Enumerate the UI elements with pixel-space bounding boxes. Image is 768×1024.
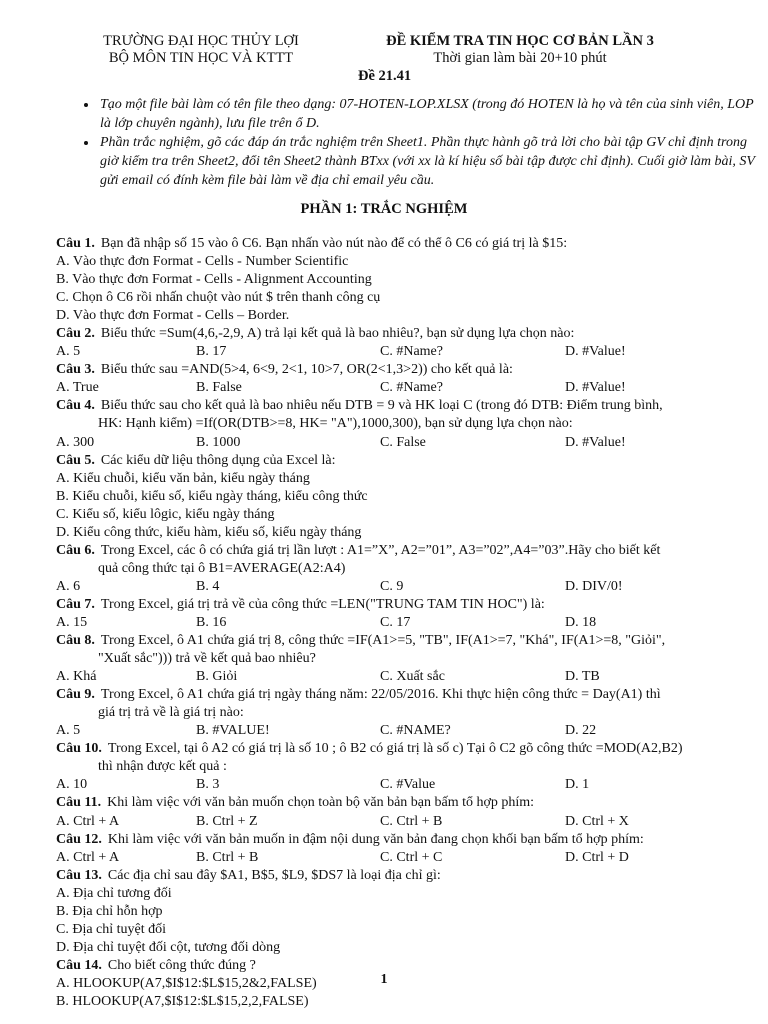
answer-option: A. Vào thực đơn Format - Cells - Number Scientific (56, 254, 349, 270)
answer-option: A. 15 (56, 614, 88, 630)
question-text-continued: HK: Hạnh kiểm) =If(OR(DTB>=8, HK= "A"),1000,300), bạn sử dụng lựa chọn nào: (98, 416, 573, 432)
question-number: Câu 9. (56, 687, 95, 703)
question-line (56, 542, 736, 560)
answer-option: D. Ctrl + D (565, 849, 629, 865)
instructions-list (70, 95, 763, 190)
page-number: 1 (380, 972, 388, 987)
question-text: Trong Excel, ô A1 chứa giá trị 8, công thức =IF(A1>=5, "TB", IF(A1>=7, "Khá", IF(A1>=8, "Giỏi", (100, 633, 666, 649)
question-text-continued: thì nhận được kết quả : (98, 759, 227, 775)
answer-option: D. DIV/0! (565, 578, 623, 594)
question-block (56, 740, 736, 794)
answer-option: B. #VALUE! (196, 723, 270, 739)
answer-option: C. #Name? (380, 380, 443, 396)
answer-options-row (56, 379, 736, 397)
answer-option: A. 6 (56, 578, 81, 594)
question-number: Câu 4. (56, 398, 95, 414)
answer-options-row (56, 434, 736, 452)
answer-option: B. 16 (196, 614, 227, 630)
question-block (56, 452, 736, 542)
answer-options-row (56, 813, 736, 831)
question-block (56, 686, 736, 740)
answer-option: D. #Value! (565, 344, 626, 360)
section-title: PHẦN 1: TRẮC NGHIỆM (300, 201, 468, 217)
answer-option: D. 22 (565, 723, 597, 739)
answer-option: A. 5 (56, 344, 81, 360)
answer-option: B. 4 (196, 578, 220, 594)
question-text: Khi làm việc với văn bản muốn in đậm nội dung văn bản đang chọn khối bạn bấm tổ hợp phím: (107, 831, 644, 847)
answer-option: B. Kiểu chuỗi, kiểu số, kiểu ngày tháng, kiểu công thức (56, 488, 368, 504)
answer-option: B. HLOOKUP(A7,$I$12:$L$15,2,2,FALSE) (56, 993, 309, 1009)
question-block (56, 397, 736, 451)
answer-options-row (56, 722, 736, 740)
question-line (56, 452, 736, 470)
answer-option: B. 17 (196, 344, 227, 360)
answer-option: A. Ctrl + A (56, 813, 120, 829)
answer-option: D. Kiểu công thức, kiểu hàm, kiểu số, kiểu ngày tháng (56, 524, 362, 540)
answer-option: A. 300 (56, 434, 95, 450)
question-text-continued: quả công thức tại ô B1=AVERAGE(A2:A4) (98, 560, 346, 576)
question-text: Các kiểu dữ liệu thông dụng của Excel là: (100, 452, 336, 468)
answer-option: C. #NAME? (380, 723, 451, 739)
question-block (56, 632, 736, 686)
answer-option: C. Địa chỉ tuyệt đối (56, 921, 167, 937)
answer-option: A. Kiểu chuỗi, kiểu văn bản, kiểu ngày tháng (56, 470, 310, 486)
answer-option: B. 3 (196, 777, 220, 793)
answer-option: A. 10 (56, 777, 88, 793)
answer-option: C. Xuất sắc (380, 669, 445, 685)
header-right (360, 33, 680, 67)
answer-option: D. 18 (565, 614, 597, 630)
answer-option: C. Kiểu số, kiểu lôgic, kiểu ngày tháng (56, 506, 275, 522)
question-line (56, 325, 736, 343)
answer-option: B. Ctrl + Z (196, 813, 258, 829)
answer-options-row (56, 343, 736, 361)
questions-area (56, 235, 736, 1011)
answer-options-row (56, 578, 736, 596)
question-text: Các địa chỉ sau đây $A1, B$5, $L9, $DS7 là loại địa chỉ gì: (107, 867, 441, 883)
question-block (56, 794, 736, 830)
answer-options-row (56, 776, 736, 794)
question-line (56, 794, 736, 812)
question-text: Trong Excel, ô A1 chứa giá trị ngày tháng năm: 22/05/2016. Khi thực hiện công thức = Day(A1) thì (100, 687, 661, 703)
question-line (56, 740, 736, 758)
instruction-item: • Phần trắc nghiệm, gõ các đáp án trắc nghiệm trên Sheet1. Phần thực hành gõ trả lời cho bài tập GV chỉ định trong giờ kiểm tra trên Sheet2, đổi tên Sheet2 thành BTxx (với xx là kí hiệu số bài tập được chỉ định). Cuối giờ làm bài, SV gửi email có đính kèm file bài làm về địa chỉ email yêu cầu. (98, 133, 763, 190)
answer-option: B. Địa chỉ hỗn hợp (56, 903, 163, 919)
question-line (56, 397, 736, 415)
answer-option: A. True (56, 380, 99, 396)
school-name: TRƯỜNG ĐẠI HỌC THỦY LỢI (103, 33, 299, 49)
question-block (56, 542, 736, 596)
question-line (56, 686, 736, 704)
question-text: Trong Excel, các ô có chứa giá trị lần lượt : A1=”X”, A2=”01”, A3=”02”,A4=”03”.Hãy cho biết kết (100, 542, 661, 558)
question-text-continued: "Xuất sắc"))) trả về kết quả bao nhiêu? (98, 651, 316, 667)
answer-option: D. TB (565, 669, 600, 685)
question-text: Bạn đã nhập số 15 vào ô C6. Bạn nhấn vào nút nào để có thể ô C6 có giá trị là $15: (100, 236, 568, 251)
answer-option: A. Khá (56, 669, 97, 685)
answer-option: C. False (380, 434, 426, 450)
answer-option: D. 1 (565, 777, 590, 793)
instruction-item: • Tạo một file bài làm có tên file theo dạng: 07-HOTEN-LOP.XLSX (trong đó HOTEN là họ và tên của sinh viên, LOP là lớp chuyên ngành), lưu file trên ổ D. (98, 95, 763, 133)
question-block (56, 361, 736, 397)
question-number: Câu 14. (56, 957, 102, 973)
question-number: Câu 12. (56, 831, 102, 847)
question-block (56, 235, 736, 325)
question-number: Câu 6. (56, 542, 95, 558)
exam-title: ĐỀ KIỂM TRA TIN HỌC CƠ BẢN LẦN 3 (386, 33, 654, 49)
question-block (56, 831, 736, 867)
answer-option: A. Ctrl + A (56, 849, 120, 865)
question-text: Biểu thức =Sum(4,6,-2,9, A) trả lại kết quả là bao nhiêu?, bạn sử dụng lựa chọn nào: (100, 326, 575, 342)
question-text: Cho biết công thức đúng ? (107, 957, 256, 973)
answer-option: B. False (196, 380, 242, 396)
exam-time: Thời gian làm bài 20+10 phút (433, 50, 607, 66)
question-text: Biểu thức sau =AND(5>4, 6<9, 2<1, 10>7, OR(2<1,3>2)) cho kết quả là: (100, 362, 513, 378)
question-number: Câu 11. (56, 795, 102, 811)
question-block (56, 596, 736, 632)
exam-code: Đề 21.41 (358, 68, 412, 84)
answer-option: C. 17 (380, 614, 411, 630)
question-text: Trong Excel, tại ô A2 có giá trị là số 10 ; ô B2 có giá trị là số c) Tại ô C2 gõ công thức =MOD(A2,B2) (107, 741, 683, 757)
answer-option: A. Địa chỉ tương đối (56, 885, 172, 901)
answer-option: B. Vào thực đơn Format - Cells - Alignment Accounting (56, 272, 372, 288)
answer-option: D. Vào thực đơn Format - Cells – Border. (56, 308, 290, 324)
question-block (56, 867, 736, 957)
answer-option: D. Địa chỉ tuyệt đối cột, tương đối dòng (56, 939, 281, 955)
answer-option: A. 5 (56, 723, 81, 739)
question-number: Câu 7. (56, 596, 95, 612)
question-text: Trong Excel, giá trị trả về của công thức =LEN("TRUNG TAM TIN HOC") là: (100, 596, 545, 612)
question-line (56, 632, 736, 650)
header-left (70, 33, 332, 67)
answer-option: B. Ctrl + B (196, 849, 259, 865)
question-number: Câu 1. (56, 236, 95, 251)
answer-option: D. #Value! (565, 380, 626, 396)
question-number: Câu 13. (56, 867, 102, 883)
question-number: Câu 10. (56, 741, 102, 757)
answer-option: D. Ctrl + X (565, 813, 629, 829)
answer-option: C. 9 (380, 578, 404, 594)
answer-options-row (56, 849, 736, 867)
department-name: BỘ MÔN TIN HỌC VÀ KTTT (108, 50, 294, 66)
question-line (56, 235, 736, 253)
answer-option: C. #Value (380, 777, 436, 793)
answer-option: C. Ctrl + C (380, 849, 443, 865)
question-text: Khi làm việc với văn bản muốn chọn toàn bộ văn bản bạn bấm tổ hợp phím: (107, 795, 535, 811)
answer-option: C. Ctrl + B (380, 813, 443, 829)
answer-option: C. #Name? (380, 344, 443, 360)
question-number: Câu 2. (56, 326, 95, 342)
question-line (56, 596, 736, 614)
question-text-continued: giá trị trả về là giá trị nào: (98, 705, 244, 721)
answer-option: C. Chọn ô C6 rồi nhấn chuột vào nút $ trên thanh công cụ (56, 290, 381, 306)
question-block (56, 325, 736, 361)
answer-options-row (56, 668, 736, 686)
answer-option: A. HLOOKUP(A7,$I$12:$L$15,2&2,FALSE) (56, 975, 317, 991)
answer-option: B. Giỏi (196, 669, 238, 685)
question-number: Câu 3. (56, 362, 95, 378)
question-text: Biểu thức sau cho kết quả là bao nhiêu nếu DTB = 9 và HK loại C (trong đó DTB: Điểm trung bình, (100, 398, 663, 414)
question-number: Câu 5. (56, 452, 95, 468)
question-number: Câu 8. (56, 633, 95, 649)
question-line (56, 831, 736, 849)
question-line (56, 361, 736, 379)
answer-options-row (56, 614, 736, 632)
answer-option: D. #Value! (565, 434, 626, 450)
answer-option: B. 1000 (196, 434, 241, 450)
question-line (56, 867, 736, 885)
